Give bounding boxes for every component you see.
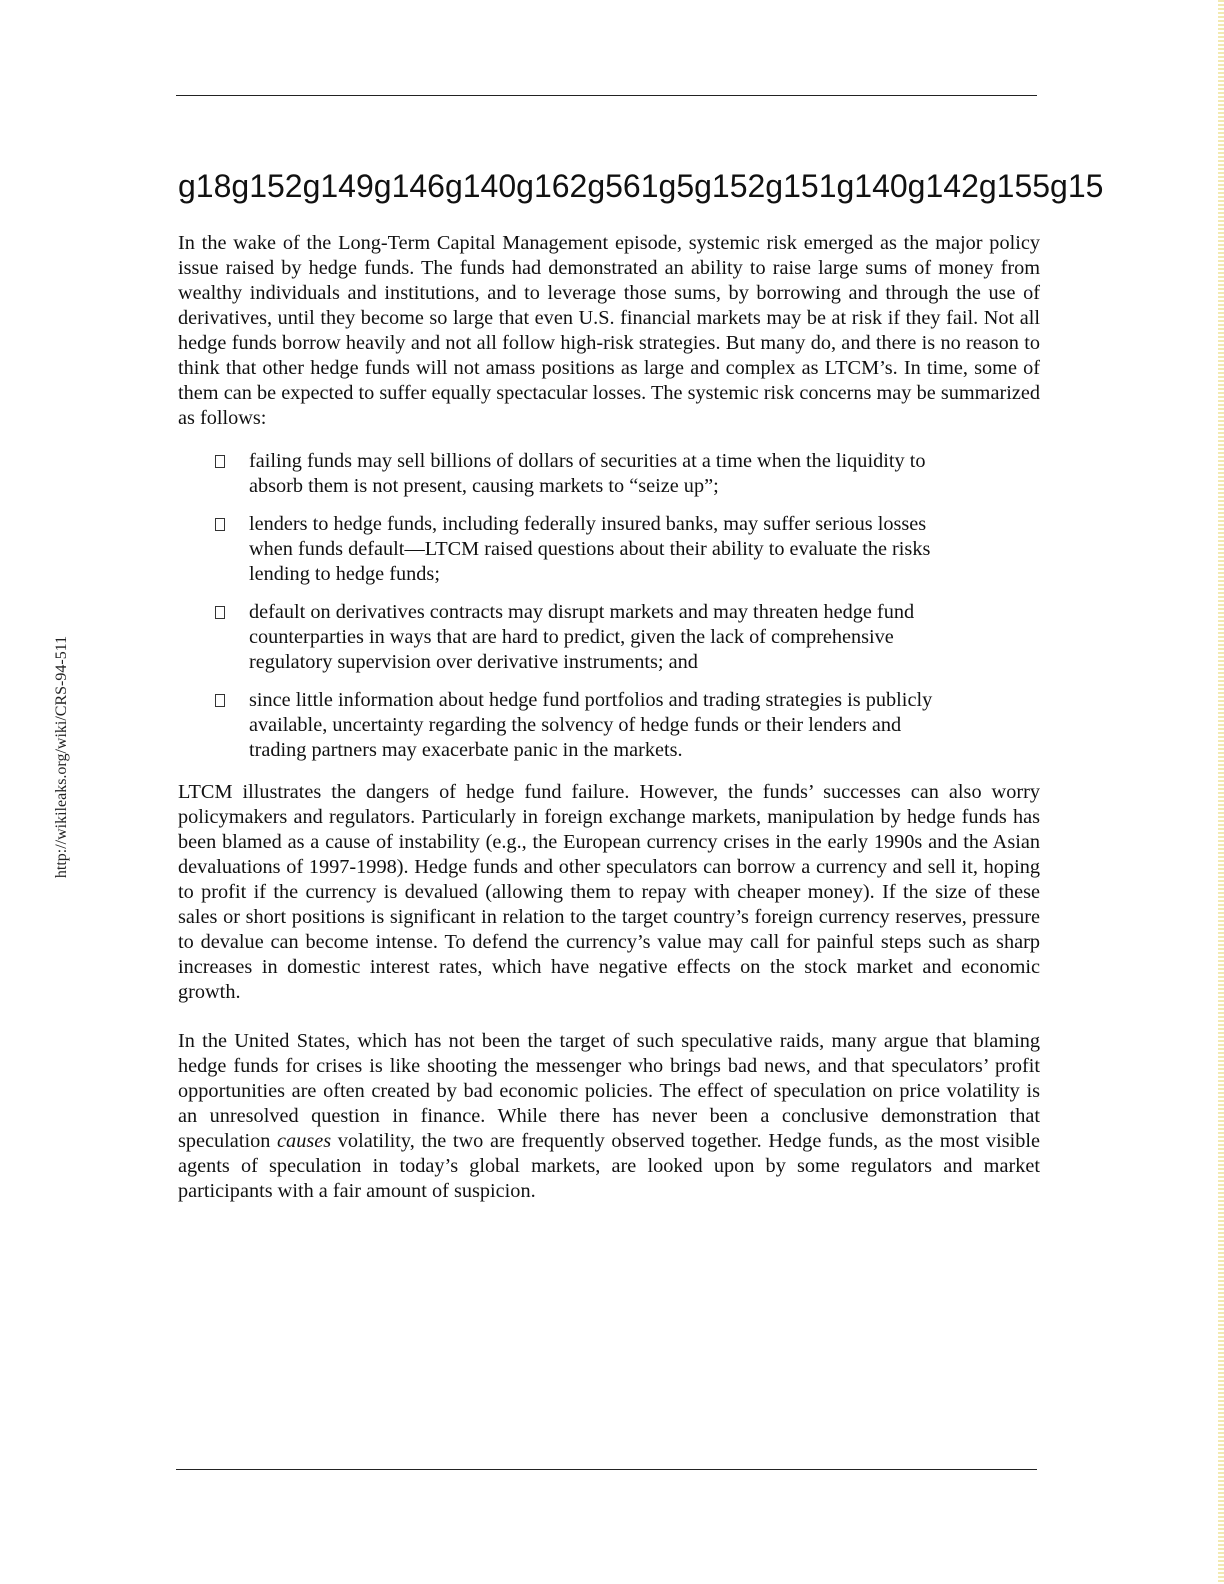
list-item (178, 600, 962, 675)
page-edge-strip (1218, 0, 1224, 1584)
paragraph-ltcm-dangers: LTCM illustrates the dangers of hedge fund failure. However, the funds’ successes can also worry policymakers and regulators. Particularly in foreign exchange markets, manipulation by hedge funds has been blamed as a cause of instability (e.g., the European currency crises in the early 1990s and the Asian devaluations of 1997-1998). Hedge funds and other speculators can borrow a currency and sell it, hoping to profit if the currency is devalued (allowing them to repay with cheaper money). If the size of these sales or short positions is significant in relation to the target country’s foreign currency reserves, pressure to devalue can become intense. To defend the currency’s value may call for painful steps such as sharp increases in domestic interest rates, which have negative effects on the stock market and economic growth. (178, 781, 1040, 1003)
list-item-text: failing funds may sell billions of dollars of securities at a time when the liquidity to absorb them is not present, causing markets to “seize up”; (249, 450, 926, 497)
header-rule (176, 95, 1037, 96)
list-item (178, 449, 962, 499)
bullet-box-icon (215, 455, 225, 468)
list-item (178, 512, 962, 587)
bullet-box-icon (215, 694, 225, 707)
bullet-box-icon (215, 606, 225, 619)
section-heading: g18g152g149g146g140g162g561g5g152g151g140g142g155g15 (178, 168, 1104, 204)
footer-rule (176, 1469, 1037, 1470)
list-item-text: lenders to hedge funds, including federally insured banks, may suffer serious losses when funds default—LTCM raised questions about their ability to evaluate the risks lending to hedge funds; (249, 513, 931, 585)
concerns-list (178, 449, 962, 763)
emphasis-causes: causes (277, 1130, 332, 1152)
side-url-watermark: http://wikileaks.org/wiki/CRS-94-511 (53, 635, 70, 879)
list-item (178, 688, 962, 763)
body-content (178, 231, 1040, 1204)
bullet-box-icon (215, 518, 225, 531)
list-item-text: default on derivatives contracts may disrupt markets and may threaten hedge fund counterparties in ways that are hard to predict, given the lack of comprehensive regulatory supervision over derivative instruments; and (249, 601, 915, 673)
paragraph-text: In the United States, which has not been the target of such speculative raids, many argue that blaming hedge funds for crises is like shooting the messenger who brings bad news, and that speculators’ profit opportunities are often created by bad economic policies. The effect of speculation on price volatility is an unresolved question in finance. While there has never been a conclusive demonstration that speculation (178, 1030, 1040, 1152)
paragraph-text: volatility, the two are frequently observed together. Hedge funds, as the most visible agents of speculation in today’s global markets, are looked upon by some regulators and market participants with a fair amount of suspicion. (178, 1130, 1041, 1202)
list-item-text: since little information about hedge fund portfolios and trading strategies is publicly available, uncertainty regarding the solvency of hedge funds or their lenders and trading partners may exacerbate panic in the markets. (249, 689, 933, 761)
paragraph-united-states (178, 1029, 1040, 1204)
paragraph-systemic-risk: In the wake of the Long-Term Capital Management episode, systemic risk emerged as the major policy issue raised by hedge funds. The funds had demonstrated an ability to raise large sums of money from wealthy individuals and institutions, and to leverage those sums, by borrowing and through the use of derivatives, until they become so large that even U.S. financial markets may be at risk if they fail. Not all hedge funds borrow heavily and not all follow high-risk strategies. But many do, and there is no reason to think that other hedge funds will not amass positions as large and complex as LTCM’s. In time, some of them can be expected to suffer equally spectacular losses. The systemic risk concerns may be summarized as follows: (178, 232, 1040, 429)
